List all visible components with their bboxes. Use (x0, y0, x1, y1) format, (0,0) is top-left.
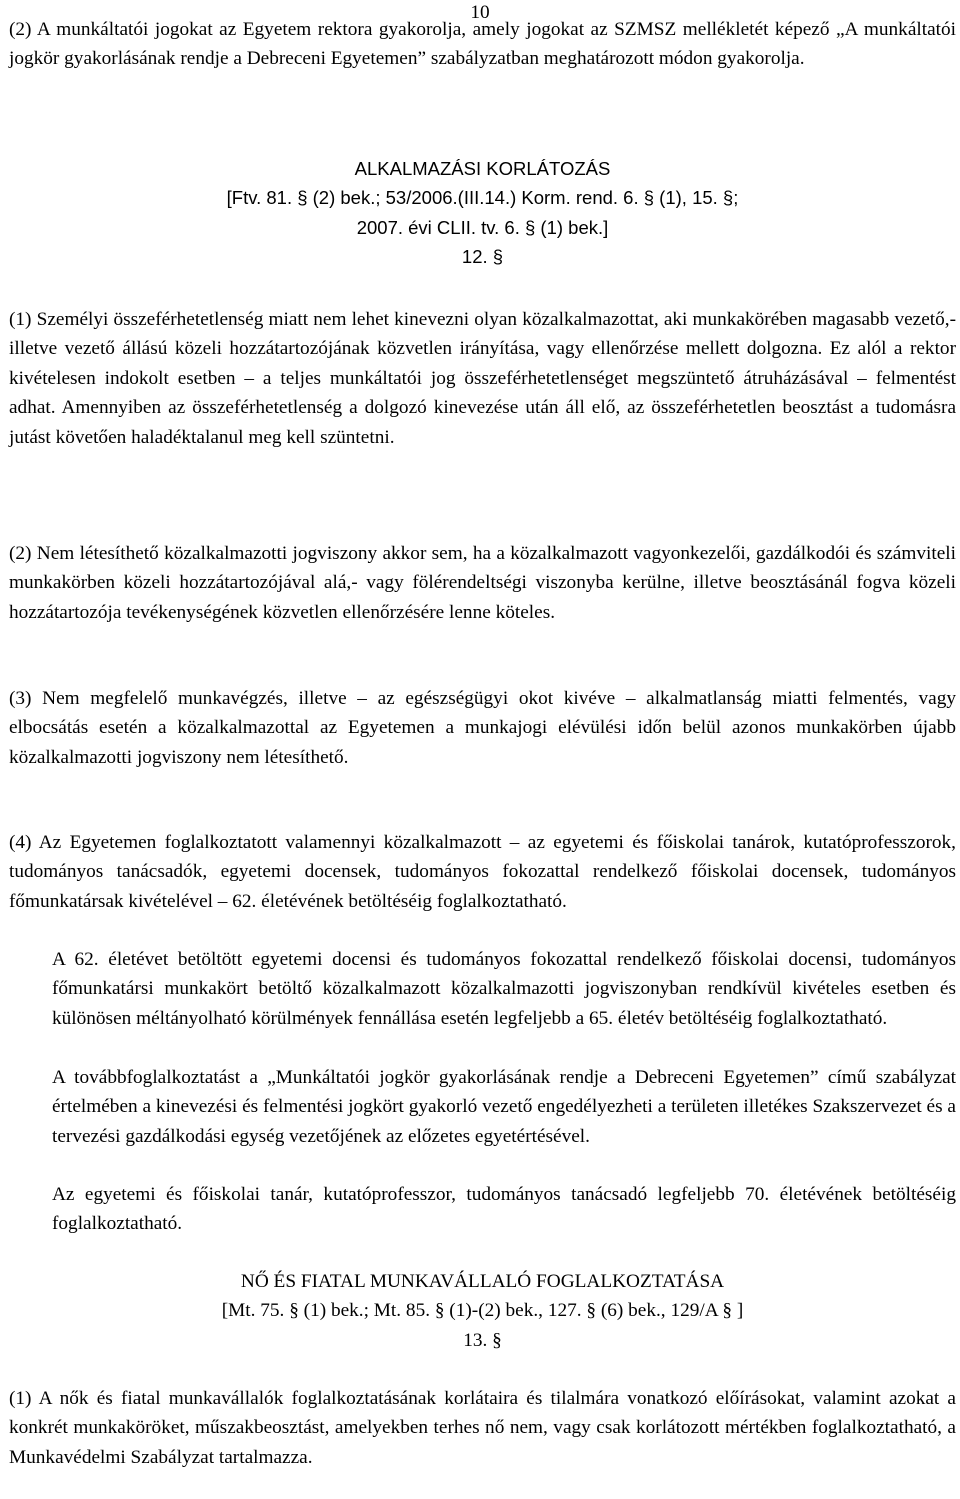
intro-paragraph: (2) A munkáltatói jogokat az Egyetem rektora gyakorolja, amely jogokat az SZMSZ mellékletét képező „A munkáltatói jogkör gyakorlásának rendje a Debreceni Egyetemen” szabályzatban meghatározott módon gyakorolja. (9, 19, 956, 70)
section-13-heading (9, 1267, 956, 1355)
section-12-paragraph-2: (2) Nem létesíthető közalkalmazotti jogviszony akkor sem, ha a közalkalmazott vagyonkezelői, gazdálkodói és számviteli munkakörben közeli hozzátartozójával alá,- vagy fölérendeltségi viszonyba kerülne, illetve beosztásánál fogva közeli hozzátartozója tevékenységének közvetlen ellenőrzésére lenne köteles. (9, 543, 956, 623)
section-13-number: 13. § (463, 1329, 502, 1351)
section-12-reference-1: [Ftv. 81. § (2) bek.; 53/2006.(III.14.) Korm. rend. 6. § (1), 15. §; (226, 187, 739, 209)
section-12-paragraph-4: (4) Az Egyetemen foglalkoztatott valamennyi közalkalmazott – az egyetemi és főiskolai tanárok, kutatóprofesszorok, tudományos tanácsadók, egyetemi docensek, tudományos fokozattal rendelkező főiskolai docensek, tudományos főmunkatársak kivételével – 62. életévének betöltéséig foglalkoztatható. (9, 832, 956, 912)
section-12-number: 12. § (461, 246, 504, 268)
section-12-heading (9, 154, 956, 272)
page-number: 10 (470, 2, 490, 23)
section-12-title: ALKALMAZÁSI KORLÁTOZÁS (354, 158, 611, 179)
section-12-paragraph-3: (3) Nem megfelelő munkavégzés, illetve – az egészségügyi okot kivéve – alkalmatlanság miatti felmentés, vagy elbocsátás esetén a közalkalmazottal az Egyetemen a munkajogi elévülési időn belül azonos munkakörben újabb közalkalmazotti jogviszony nem létesíthető. (9, 688, 956, 768)
section-13-title: NŐ ÉS FIATAL MUNKAVÁLLALÓ FOGLALKOZTATÁSA (240, 1271, 725, 1292)
section-13-paragraph-1: (1) A nők és fiatal munkavállalók foglalkoztatásának korlátaira és tilalmára vonatkozó előírásokat, valamint azokat a konkrét munkaköröket, műszakbeosztást, amelyekben terhes nő nem, vagy csak korlátozott mértékben foglalkoztatható, a Munkavédelmi Szabályzat tartalmazza. (9, 1388, 956, 1468)
section-12-paragraph-4b: A továbbfoglalkoztatást a „Munkáltatói jogkör gyakorlásának rendje a Debreceni Egyetemen” című szabályzat értelmében a kinevezési és felmentési jogkört gyakorló vezető engedélyezheti a területen illetékes Szakszervezet és a tervezési gazdálkodási egység vezetőjének az előzetes egyetértésével. (52, 1067, 956, 1147)
section-13-reference: [Mt. 75. § (1) bek.; Mt. 85. § (1)-(2) bek., 127. § (6) bek., 129/A § ] (221, 1300, 744, 1322)
section-12-paragraph-4c: Az egyetemi és főiskolai tanár, kutatóprofesszor, tudományos tanácsadó legfeljebb 70. életévének betöltéséig foglalkoztatható. (52, 1184, 956, 1235)
section-12-paragraph-4a: A 62. életévet betöltött egyetemi docensi és tudományos fokozattal rendelkező főiskolai docensi, tudományos főmunkatársi munkakört betöltő közalkalmazott közalkalmazotti jogviszonyban rendkívül kivételes esetben és különösen méltányolható körülmények fennállása esetén legfeljebb a 65. életév betöltéséig foglalkoztatható. (52, 949, 956, 1029)
section-12-reference-2: 2007. évi CLII. tv. 6. § (1) bek.] (356, 216, 609, 238)
section-12-paragraph-1: (1) Személyi összeférhetetlenség miatt nem lehet kinevezni olyan közalkalmazottat, aki munkakörében magasabb vezető,- illetve vezető állású közeli hozzátartozójának közvetlen irányítása, vagy ellenőrzése mellett dolgozna. Ez alól a rektor kivételesen indokolt esetben – a teljes munkáltatói jog összeférhetetlenséget megszüntető átruházásával – felmentést adhat. Amennyiben az összeférhetetlenség a dolgozó kinevezése után áll elő, az összeférhetetlen beosztást a tudomásra jutást követően haladéktalanul meg kell szüntetni. (9, 309, 956, 448)
